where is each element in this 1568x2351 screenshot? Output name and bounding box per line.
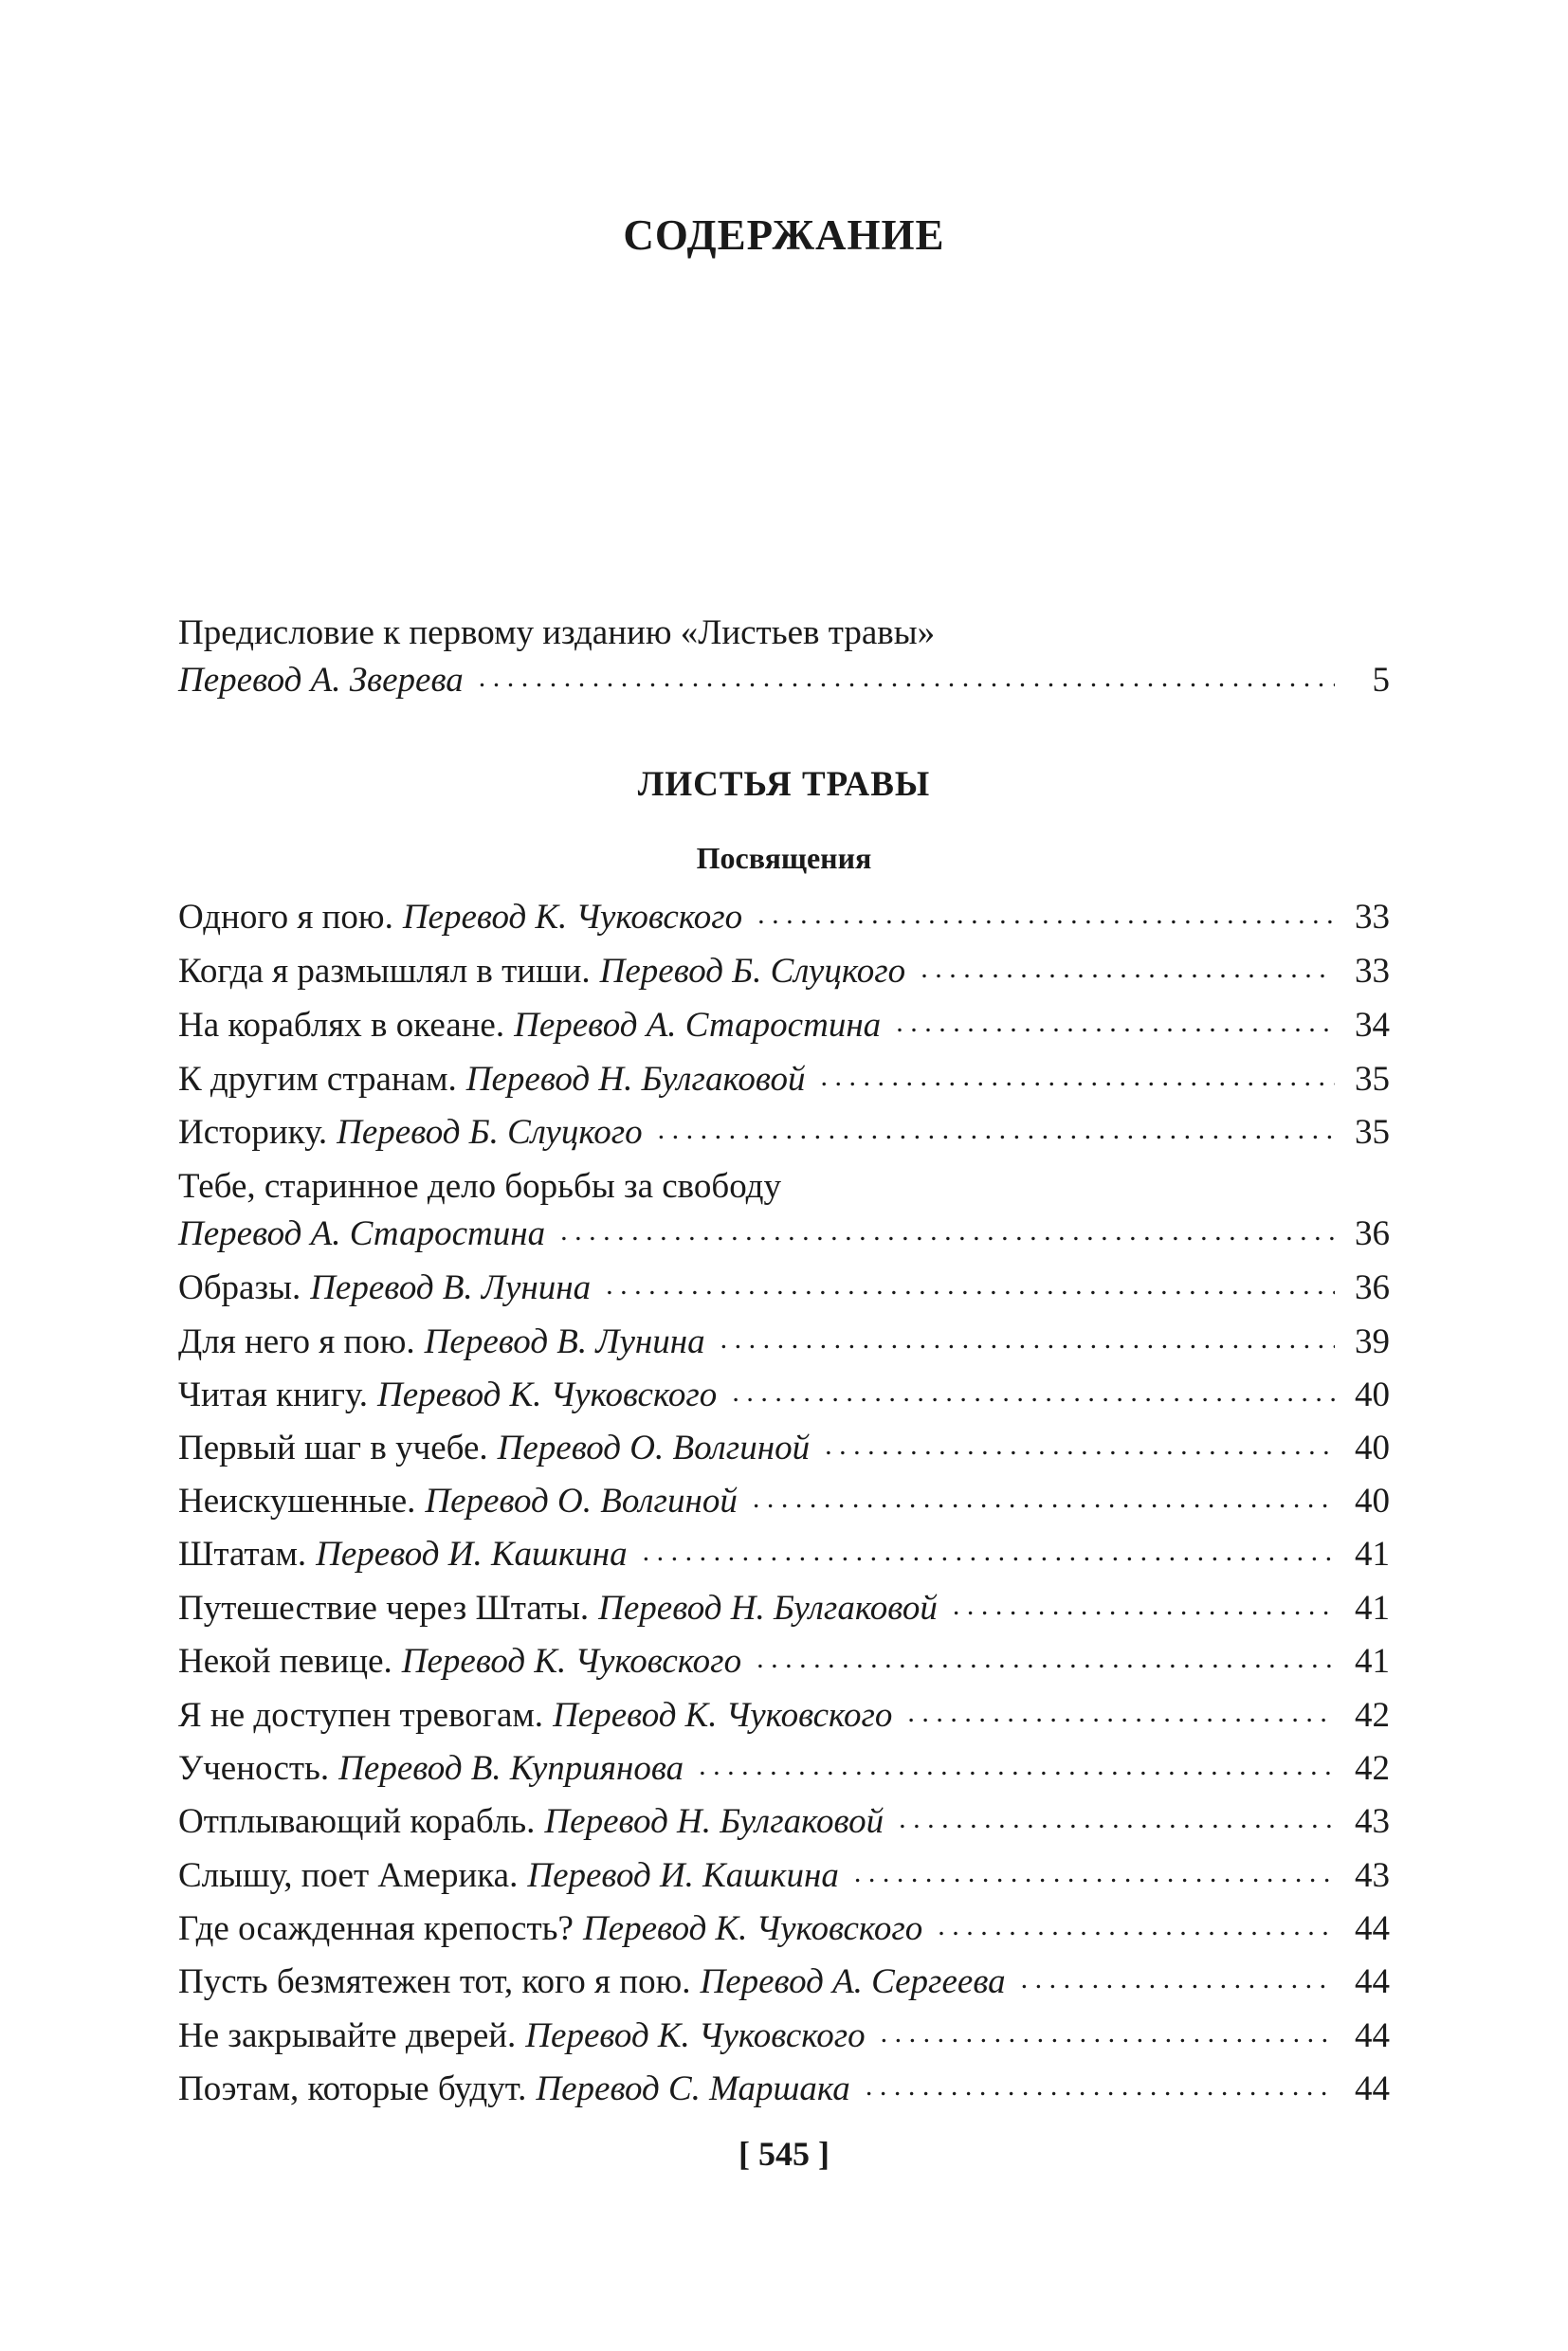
toc-entry[interactable]	[178, 1112, 1390, 1154]
entry-page-number: 44	[1355, 1909, 1390, 1948]
entry-title: Где осажденная крепость?	[178, 1909, 574, 1948]
entry-title: Отплывающий корабль.	[178, 1802, 536, 1841]
entry-title: Читая книгу.	[178, 1376, 368, 1414]
dot-leader	[757, 1653, 1335, 1672]
entry-page-number: 41	[1355, 1589, 1390, 1628]
entry-translator: Перевод И. Кашкина	[316, 1535, 628, 1574]
entry-title: На кораблях в океане.	[178, 1006, 505, 1045]
entry-translator: Перевод Б. Слуцкого	[337, 1113, 643, 1152]
entry-page-number: 41	[1355, 1642, 1390, 1681]
entry-translator: Перевод К. Чуковского	[525, 2016, 866, 2055]
subsection-heading: Посвящения	[696, 841, 872, 875]
dot-leader	[560, 1226, 1335, 1245]
toc-entry[interactable]	[178, 1321, 1390, 1363]
entry-title: Некой певице.	[178, 1642, 392, 1681]
entry-page-number: 43	[1355, 1856, 1390, 1895]
entry-page-number: 44	[1355, 2016, 1390, 2055]
entry-translator: Перевод К. Чуковского	[376, 1376, 718, 1414]
toc-entry[interactable]	[178, 1641, 1390, 1683]
entry-page-number: 41	[1355, 1535, 1390, 1574]
entry-page-number: 44	[1355, 2069, 1390, 2108]
dot-leader	[866, 2081, 1335, 2100]
entry-title: Когда я размышлял в тиши.	[178, 952, 591, 991]
entry-title: Не закрывайте дверей.	[178, 2016, 517, 2055]
toc-entry[interactable]	[178, 2069, 1390, 2110]
toc-entry[interactable]	[178, 1801, 1390, 1843]
entry-page-number: 44	[1355, 1962, 1390, 2001]
toc-entry[interactable]	[178, 1428, 1390, 1469]
toc-entry[interactable]	[178, 1059, 1390, 1101]
entry-page-number: 35	[1355, 1113, 1390, 1152]
toc-entry[interactable]	[178, 1695, 1390, 1737]
entry-translator: Перевод К. Чуковского	[553, 1696, 893, 1735]
dot-leader	[825, 1440, 1335, 1459]
entry-title: Историку.	[178, 1113, 328, 1152]
entry-translator: Перевод С. Маршака	[536, 2069, 850, 2108]
dot-leader	[643, 1546, 1335, 1565]
dot-leader	[479, 672, 1335, 691]
dot-leader	[606, 1280, 1335, 1299]
entry-translator: Перевод О. Волгиной	[425, 1482, 738, 1521]
entry-translator: Перевод А. Зверева	[178, 661, 464, 700]
toc-entry[interactable]	[178, 1166, 1390, 1255]
footer-page-number: [ 545 ]	[738, 2135, 830, 2173]
entry-page-number: 33	[1355, 952, 1390, 991]
entry-page-number: 40	[1355, 1376, 1390, 1414]
dot-leader	[881, 2028, 1335, 2047]
dot-leader	[732, 1387, 1335, 1406]
entry-translator: Перевод Н. Булгаковой	[544, 1802, 884, 1841]
toc-entry[interactable]	[178, 1005, 1390, 1047]
toc-entry[interactable]	[178, 1588, 1390, 1630]
entry-page-number: 43	[1355, 1802, 1390, 1841]
entry-page-number: 42	[1355, 1749, 1390, 1788]
dot-leader	[757, 909, 1335, 928]
dot-leader	[753, 1493, 1335, 1512]
entry-title: Ученость.	[178, 1749, 330, 1788]
dot-leader	[896, 1017, 1335, 1036]
entry-translator: Перевод К. Чуковского	[401, 1642, 742, 1681]
entry-title: Штатам.	[178, 1535, 307, 1574]
entry-page-number: 34	[1355, 1006, 1390, 1045]
entry-title: К другим странам.	[178, 1060, 457, 1099]
entry-translator: Перевод А. Старостина	[514, 1006, 882, 1045]
entry-title: Предисловие к первому изданию «Листьев травы»	[178, 613, 936, 652]
entry-translator: Перевод В. Лунина	[310, 1268, 592, 1307]
dot-leader	[720, 1334, 1335, 1353]
entry-page-number: 39	[1355, 1322, 1390, 1361]
dot-leader	[921, 963, 1335, 982]
dot-leader	[658, 1124, 1335, 1143]
entry-translator: Перевод О. Волгиной	[497, 1429, 811, 1467]
entry-translator: Перевод В. Куприянова	[338, 1749, 684, 1788]
entry-page-number: 40	[1355, 1429, 1390, 1467]
entry-title: Поэтам, которые будут.	[178, 2069, 527, 2108]
toc-entry[interactable]	[178, 1908, 1390, 1950]
entry-translator: Перевод А. Старостина	[178, 1214, 546, 1253]
entry-page-number: 5	[1372, 661, 1390, 700]
toc-entry[interactable]	[178, 1961, 1390, 2003]
entry-page-number: 36	[1355, 1214, 1390, 1253]
entry-title: Путешествие через Штаты.	[178, 1589, 590, 1628]
toc-entry[interactable]	[178, 2015, 1390, 2057]
entry-translator: Перевод В. Лунина	[424, 1322, 705, 1361]
entry-title: Я не доступен тревогам.	[178, 1696, 544, 1735]
entry-translator: Перевод А. Сергеева	[700, 1962, 1006, 2001]
dot-leader	[854, 1868, 1335, 1886]
toc-entry[interactable]	[178, 1267, 1390, 1309]
entry-page-number: 40	[1355, 1482, 1390, 1521]
dot-leader	[899, 1813, 1335, 1832]
entry-translator: Перевод И. Кашкина	[527, 1856, 839, 1895]
entry-title: Для него я пою.	[178, 1322, 415, 1361]
toc-entry[interactable]	[178, 1748, 1390, 1790]
entry-title: Одного я пою.	[178, 898, 393, 937]
section-heading: ЛИСТЬЯ ТРАВЫ	[637, 765, 931, 804]
entry-title: Слышу, поет Америка.	[178, 1856, 519, 1895]
entry-page-number: 33	[1355, 898, 1390, 937]
toc-entry[interactable]	[178, 951, 1390, 993]
entry-title: Первый шаг в учебе.	[178, 1429, 488, 1467]
dot-leader	[938, 1921, 1335, 1940]
entry-page-number: 35	[1355, 1060, 1390, 1099]
entry-translator: Перевод К. Чуковского	[582, 1909, 923, 1948]
dot-leader	[1021, 1974, 1335, 1993]
dot-leader	[953, 1600, 1335, 1619]
dot-leader	[907, 1707, 1335, 1726]
toc-entry-preface[interactable]	[178, 612, 1390, 702]
entry-title: Тебе, старинное дело борьбы за свободу	[178, 1167, 781, 1206]
entry-translator: Перевод Б. Слуцкого	[599, 952, 906, 991]
toc-entry[interactable]	[178, 1855, 1390, 1897]
entry-title: Пусть безмятежен тот, кого я пою.	[178, 1962, 691, 2001]
toc-entry[interactable]	[178, 1375, 1390, 1416]
page-title: СОДЕРЖАНИЕ	[623, 211, 945, 259]
toc-entry[interactable]	[178, 1481, 1390, 1522]
entry-translator: Перевод Н. Булгаковой	[598, 1589, 938, 1628]
toc-entry[interactable]	[178, 897, 1390, 939]
entry-page-number: 42	[1355, 1696, 1390, 1735]
dot-leader	[699, 1760, 1335, 1779]
entry-translator: Перевод Н. Булгаковой	[465, 1060, 806, 1099]
entry-page-number: 36	[1355, 1268, 1390, 1307]
toc-entry[interactable]	[178, 1534, 1390, 1576]
entry-translator: Перевод К. Чуковского	[402, 898, 743, 937]
entry-title: Образы.	[178, 1268, 301, 1307]
entry-title: Неискушенные.	[178, 1482, 416, 1521]
dot-leader	[820, 1071, 1335, 1090]
